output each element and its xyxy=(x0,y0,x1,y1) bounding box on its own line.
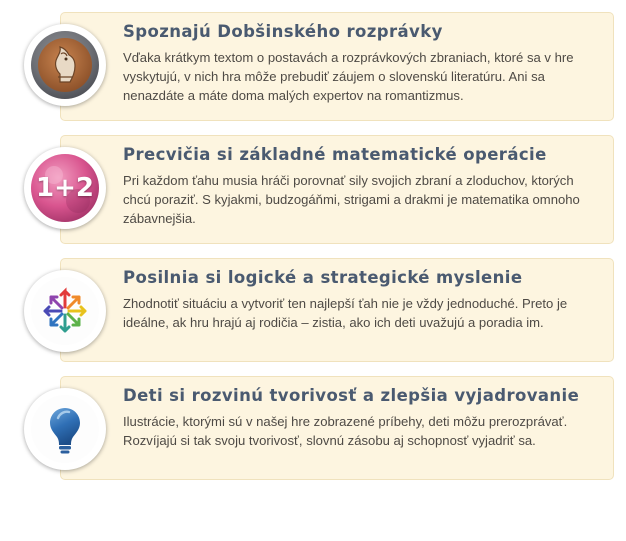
badge-label: 1+2 xyxy=(36,172,94,203)
feature-card-2 xyxy=(60,135,614,244)
math-one-plus-two-icon xyxy=(24,147,106,229)
feature-item-1 xyxy=(12,12,614,121)
feature-card-3 xyxy=(60,258,614,362)
arrows-strategy-icon xyxy=(24,270,106,352)
feature-card-4 xyxy=(60,376,614,480)
lightbulb-creativity-icon xyxy=(24,388,106,470)
feature-item-2 xyxy=(12,135,614,244)
feature-item-3 xyxy=(12,258,614,362)
feature-title: Precvičia si základné matematické operácie xyxy=(123,144,547,164)
feature-card-1 xyxy=(60,12,614,121)
feature-body: Vďaka krátkym textom o postavách a rozprávkových zbraniach, ktoré sa v hre vyskytujú, v nich hra môže prebudiť záujem o slovenskú literatúru. Ani sa nenazdáte a máte doma malých expertov na romantizmus. xyxy=(123,49,574,103)
knight-horse-medallion-icon xyxy=(24,24,106,106)
feature-body: Ilustrácie, ktorými sú v našej hre zobrazené príbehy, deti môžu prerozprávať. Rozvíjajú si tak svoju tvorivosť, slovnú zásobu aj schopnosť vyjadriť sa. xyxy=(123,413,568,448)
feature-title: Deti si rozvinú tvorivosť a zlepšia vyjadrovanie xyxy=(123,385,580,405)
feature-body: Pri každom ťahu musia hráči porovnať sily svojich zbraní a zloduchov, ktorých chcú poraziť. S kyjakmi, budzogáňmi, strigami a drakmi je matematika omnoho zábavnejšia. xyxy=(123,172,580,226)
feature-item-4 xyxy=(12,376,614,480)
feature-body: Zhodnotiť situáciu a vytvoriť ten najlepší ťah nie je vždy jednoduché. Preto je ideálne, ak hru hrajú aj rodičia – zistia, ako ich deti uvažujú a poradia im. xyxy=(123,295,568,330)
feature-title: Spoznajú Dobšinského rozprávky xyxy=(123,22,443,41)
feature-title: Posilnia si logické a strategické myslenie xyxy=(123,267,523,287)
